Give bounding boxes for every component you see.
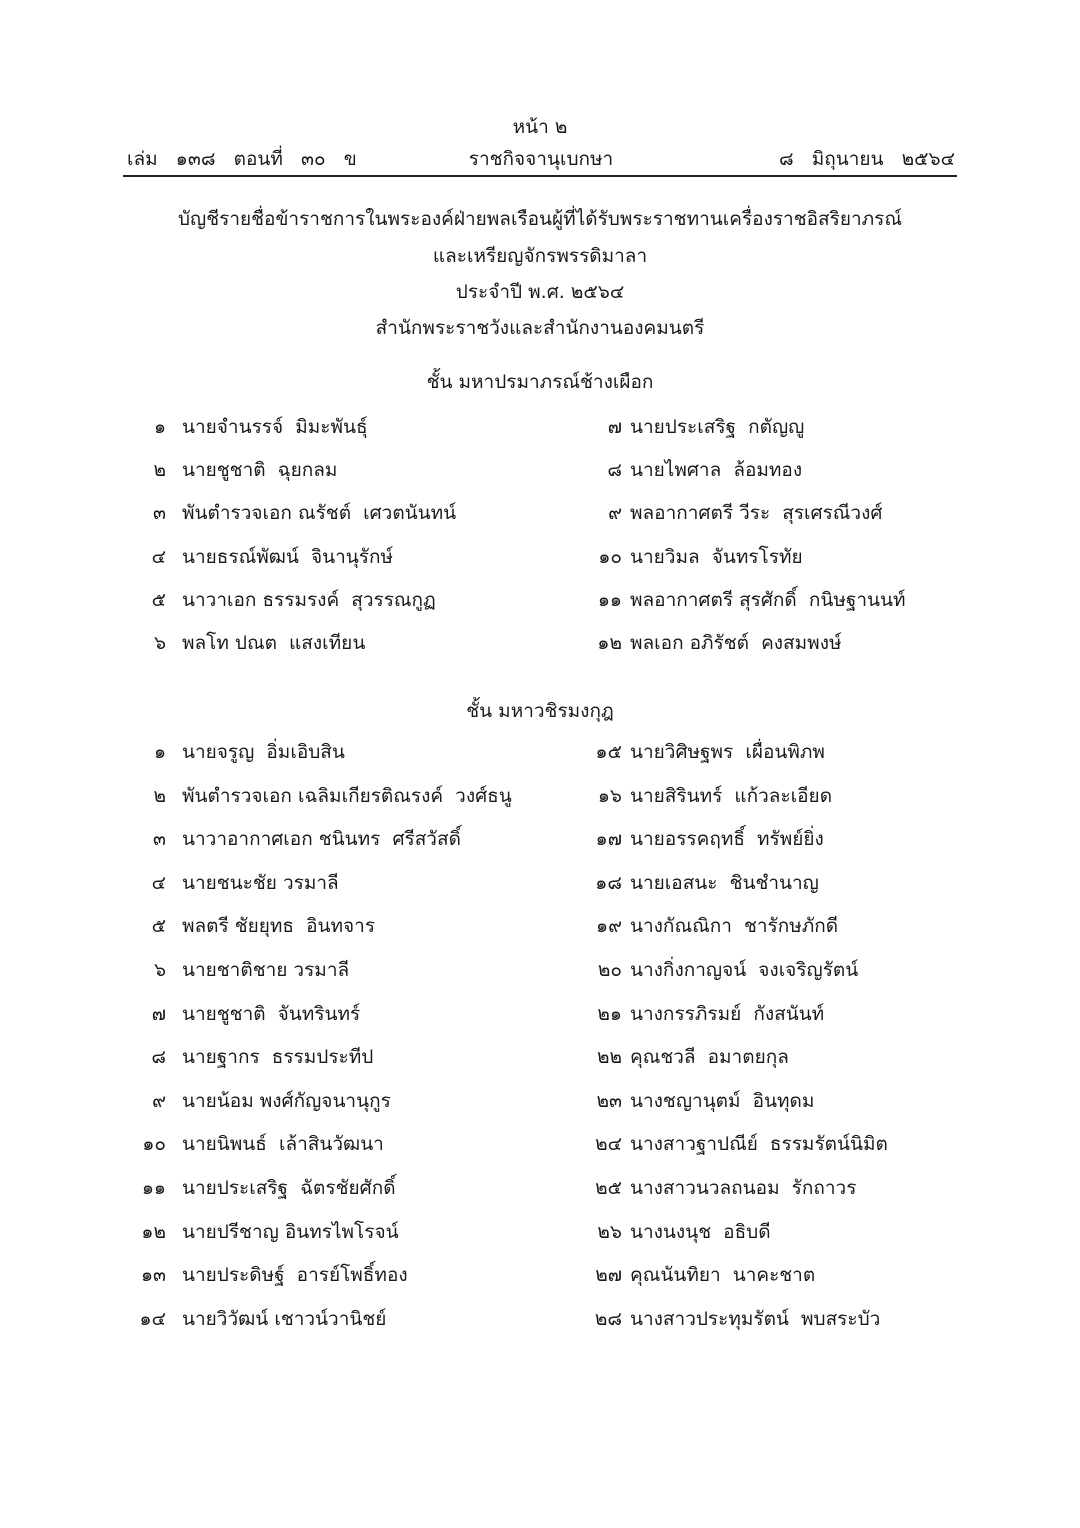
document-title-line-2: และเหรียญจักรพรรดิมาลา [432, 245, 648, 267]
entry-number: ๑๖ [597, 784, 622, 807]
entry-name: นายจรูญ อิ่มเอิบสิน [182, 741, 345, 763]
section-heading-crown: ชั้น มหาวชิรมงกุฎ [466, 700, 614, 722]
list-row [0, 868, 1080, 912]
entry-number: ๒๖ [597, 1220, 622, 1243]
entry-name: นางกัณณิกา ชารักษภักดี [630, 915, 839, 938]
list-row [0, 1173, 1080, 1217]
running-header [127, 144, 955, 172]
entry-number: ๓ [153, 828, 166, 851]
list-row [0, 1304, 1080, 1348]
entry-number: ๒๘ [594, 1307, 622, 1330]
entry-number: ๑๐ [598, 545, 622, 568]
header-rule [123, 175, 957, 177]
list-row [0, 1260, 1080, 1304]
entry-name: นางสาวนวลถนอม รักถาวร [630, 1176, 857, 1199]
entry-number: ๖ [153, 631, 166, 654]
publication-date: ๘ มิถุนายน ๒๕๖๔ [778, 148, 955, 170]
entry-name: นายอรรคฤทธิ์ ทรัพย์ยิ่ง [630, 828, 824, 851]
entry-name: นาวาเอก ธรรมรงค์ สุวรรณกูฏ [182, 588, 436, 611]
volume-issue: เล่ม ๑๓๘ ตอนที่ ๓๐ ข [127, 148, 357, 170]
entry-number: ๒๗ [595, 1264, 622, 1287]
entry-number: ๑๔ [139, 1307, 166, 1330]
entry-number: ๑๑ [141, 1176, 166, 1199]
list-row [0, 542, 1080, 585]
list-row [0, 498, 1080, 541]
entry-number: ๒ [153, 784, 166, 807]
entry-name: นายปรีชาญ อินทรไพโรจน์ [182, 1220, 399, 1243]
entry-number: ๒๑ [597, 1002, 622, 1025]
entry-name: นายวิวัฒน์ เชาวน์วานิชย์ [182, 1307, 387, 1330]
entry-name: นายธรณ์พัฒน์ จินานุรักษ์ [182, 545, 393, 568]
entry-name: นายน้อม พงศ์กัญจนานุกูร [182, 1089, 391, 1112]
entry-name: นายเอสนะ ชินชำนาญ [630, 871, 819, 894]
list-row [0, 412, 1080, 455]
list-row [0, 737, 1080, 781]
entry-name: นายชนะชัย วรมาลี [182, 871, 339, 894]
list-row [0, 781, 1080, 825]
entry-name: นายประเสริฐ ฉัตรชัยศักดิ์ [182, 1176, 396, 1199]
entry-name: นายสิรินทร์ แก้วละเอียด [630, 784, 833, 807]
entry-name: นางชญานุตม์ อินทุดม [630, 1089, 815, 1112]
entry-number: ๕ [151, 588, 166, 611]
entry-name: พลอากาศตรี สุรศักดิ์ กนิษฐานนท์ [630, 588, 906, 611]
entry-name: นายประเสริฐ กตัญญู [630, 416, 805, 438]
list-row [0, 455, 1080, 498]
entry-number: ๑๒ [597, 631, 622, 654]
entry-name: นายประดิษฐ์ อารย์โพธิ์ทอง [182, 1264, 408, 1287]
list-row [0, 1217, 1080, 1261]
entry-number: ๙ [152, 1089, 166, 1112]
entry-number: ๑๕ [595, 741, 622, 763]
entry-number: ๗ [151, 1002, 166, 1025]
entry-number: ๕ [151, 915, 166, 938]
entry-name: นางสาวประทุมรัตน์ พบสระบัว [630, 1307, 881, 1330]
entry-name: คุณนันทิยา นาคะชาต [630, 1264, 816, 1287]
entry-number: ๑๑ [597, 588, 622, 611]
entry-number: ๒๐ [597, 958, 622, 981]
entry-name: พันตำรวจเอก ณรัชต์ เศวตนันทน์ [182, 502, 457, 525]
entry-number: ๒ [153, 459, 166, 482]
entry-number: ๔ [151, 545, 166, 568]
entry-number: ๑๙ [596, 915, 622, 938]
entry-number: ๑๓ [140, 1264, 166, 1287]
entry-number: ๓ [153, 502, 166, 525]
entry-number: ๗ [607, 416, 622, 438]
entry-name: พลตรี ชัยยุทธ อินทจาร [182, 915, 376, 938]
entry-number: ๒๕ [595, 1176, 622, 1199]
list-row [0, 824, 1080, 868]
entry-name: นายชูชาติ จันทรินทร์ [182, 1002, 361, 1025]
entry-number: ๒๒ [596, 1046, 622, 1069]
document-title-line-1: บัญชีรายชื่อข้าราชการในพระองค์ฝ่ายพลเรือนผู้ที่ได้รับพระราชทานเครื่องราชอิสริยาภรณ์ [177, 208, 902, 230]
entry-name: นาวาอากาศเอก ชนินทร ศรีสวัสดิ์ [182, 828, 461, 851]
list-row [0, 1042, 1080, 1086]
entry-number: ๙ [608, 502, 622, 525]
entry-name: นายชูชาติ ฉุยกลม [182, 459, 338, 482]
list-row [0, 1129, 1080, 1173]
entry-number: ๑ [153, 741, 166, 763]
entry-name: นางกรรภิรมย์ กังสนันท์ [630, 1002, 825, 1025]
entry-number: ๑๗ [595, 828, 622, 851]
entry-number: ๖ [153, 958, 166, 981]
entry-name: พันตำรวจเอก เฉลิมเกียรติณรงค์ วงศ์ธนู [182, 784, 512, 807]
entry-name: นายชาติชาย วรมาลี [182, 958, 350, 981]
entry-name: นายฐากร ธรรมประทีป [182, 1046, 374, 1069]
list-row [0, 911, 1080, 955]
entry-name: นางกิ่งกาญจน์ จงเจริญรัตน์ [630, 958, 859, 981]
entry-name: พลอากาศตรี วีระ สุรเศรณีวงศ์ [630, 502, 883, 525]
list-row [0, 999, 1080, 1043]
entry-name: นางนงนุช อธิบดี [630, 1220, 771, 1243]
page-number: หน้า ๒ [512, 116, 568, 138]
entry-name: นายวิศิษฐพร เผื่อนพิภพ [630, 741, 825, 763]
document-title-line-4: สำนักพระราชวังและสำนักงานองคมนตรี [375, 317, 705, 339]
entry-name: พลโท ปณต แสงเทียน [182, 631, 366, 654]
list-row [0, 1086, 1080, 1130]
list-row [0, 585, 1080, 628]
entry-number: ๑ [153, 416, 166, 438]
entry-number: ๔ [151, 871, 166, 894]
gazette-name: ราชกิจจานุเบกษา [468, 148, 614, 170]
name-list-white-elephant [0, 412, 1080, 671]
entry-name: นายวิมล จันทรโรทัย [630, 545, 803, 568]
section-heading-white-elephant: ชั้น มหาปรมาภรณ์ช้างเผือก [426, 371, 654, 393]
entry-name: พลเอก อภิรัชต์ คงสมพงษ์ [630, 631, 842, 654]
list-row [0, 628, 1080, 671]
list-row [0, 955, 1080, 999]
entry-number: ๑๘ [595, 871, 622, 894]
entry-number: ๒๓ [596, 1089, 622, 1112]
entry-number: ๒๔ [595, 1133, 622, 1156]
entry-name: นายไพศาล ล้อมทอง [630, 459, 803, 482]
name-list-crown [0, 737, 1080, 1347]
entry-name: คุณชวลี อมาตยกุล [630, 1046, 789, 1069]
entry-name: นายจำนรรจ์ มิมะพันธุ์ [182, 416, 368, 438]
entry-name: นางสาวฐาปณีย์ ธรรมรัตน์นิมิต [630, 1133, 888, 1156]
entry-number: ๘ [607, 459, 622, 482]
entry-number: ๑๒ [141, 1220, 166, 1243]
entry-name: นายนิพนธ์ เล้าสินวัฒนา [182, 1133, 384, 1156]
entry-number: ๑๐ [142, 1133, 166, 1156]
entry-number: ๘ [151, 1046, 166, 1069]
document-title-line-3: ประจำปี พ.ศ. ๒๕๖๔ [455, 281, 625, 303]
